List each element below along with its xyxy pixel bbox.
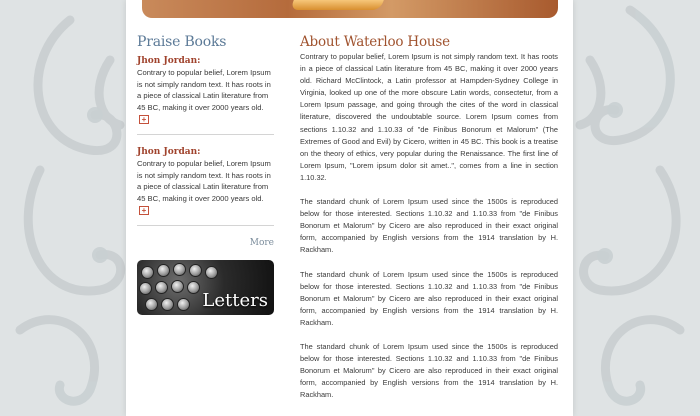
about-paragraph: The standard chunk of Lorem Ipsum used since the 1500s is reproduced below for those interested. Sections 1.10.32 and 1.10.33 from "de Finibus Bonorum et Malorum" by Cicero are also reproduced in their exact original form, accompanied by English versions from the 1914 translation by H. Rackham.: [300, 197, 558, 255]
main-content: [300, 34, 558, 413]
letters-label: Letters: [202, 289, 268, 311]
typewriter-key: [155, 281, 168, 294]
about-paragraph: The standard chunk of Lorem Ipsum used since the 1500s is reproduced below for those interested. Sections 1.10.32 and 1.10.33 from "de Finibus Bonorum et Malorum" by Cicero are also reproduced in their exact original form, accompanied by English versions from the 1914 translation by H. Rackham.: [300, 269, 558, 327]
expand-plus-icon[interactable]: +: [139, 206, 149, 215]
content-page: [126, 0, 573, 416]
expand-plus-icon[interactable]: +: [139, 115, 149, 124]
typewriter-key: [141, 266, 154, 279]
typewriter-key: [161, 298, 174, 311]
praise-text: Contrary to popular belief, Lorem Ipsum is not simply random text. It has roots in a piece of classical Latin literature from 45 BC, making it over 2000 years old. +: [137, 68, 271, 124]
praise-books-heading: Praise Books: [137, 34, 227, 50]
letters-banner-link[interactable]: [137, 260, 274, 315]
typewriter-key: [171, 280, 184, 293]
typewriter-key: [205, 266, 218, 279]
more-link[interactable]: More: [249, 237, 274, 248]
praise-item: [137, 56, 274, 135]
praise-author: Jhon Jordan:: [137, 146, 201, 157]
typewriter-key: [157, 264, 170, 277]
typewriter-key: [177, 298, 190, 311]
about-paragraph: Contrary to popular belief, Lorem Ipsum is not simply random text. It has roots in a piece of classical Latin literature from 45 BC, making it over 2000 years old. Richard McClintock, a Latin professor at Hampden-Sydney College in Virginia, looked up one of the more obscure Latin words, consectetur, from a Lorem Ipsum passage, and going through the cites of the word in classical literature, discovered the undoubtable source. Lorem Ipsum comes from sections 1.10.32 and 1.10.33 of "de Finibus Bonorum et Malorum" (The Extremes of Good and Evil) by Cicero, written in 45 BC. This book is a treatise on the theory of ethics, very popular during the Renaissance. The first line of Lorem Ipsum, "Lorem ipsum dolor sit amet..", comes from a line in section 1.10.32.: [300, 52, 558, 182]
typewriter-key: [139, 282, 152, 295]
about-paragraph: The standard chunk of Lorem Ipsum used since the 1500s is reproduced below for those interested. Sections 1.10.32 and 1.10.33 from "de Finibus Bonorum et Malorum" by Cicero are also reproduced in their exact original form, accompanied by English versions from the 1914 translation by H. Rackham.: [300, 341, 558, 400]
sidebar: [137, 34, 274, 315]
header-banner-image: [142, 0, 558, 18]
praise-item: [137, 147, 274, 226]
typewriter-key: [173, 263, 186, 276]
praise-text: Contrary to popular belief, Lorem Ipsum is not simply random text. It has roots in a piece of classical Latin literature from 45 BC, making it over 2000 years old. +: [137, 158, 271, 215]
typewriter-key: [145, 298, 158, 311]
typewriter-key: [189, 264, 202, 277]
about-heading: About Waterloo House: [300, 34, 450, 50]
praise-author: Jhon Jordan:: [137, 56, 201, 66]
pen-image: [290, 0, 384, 10]
typewriter-key: [187, 281, 200, 294]
